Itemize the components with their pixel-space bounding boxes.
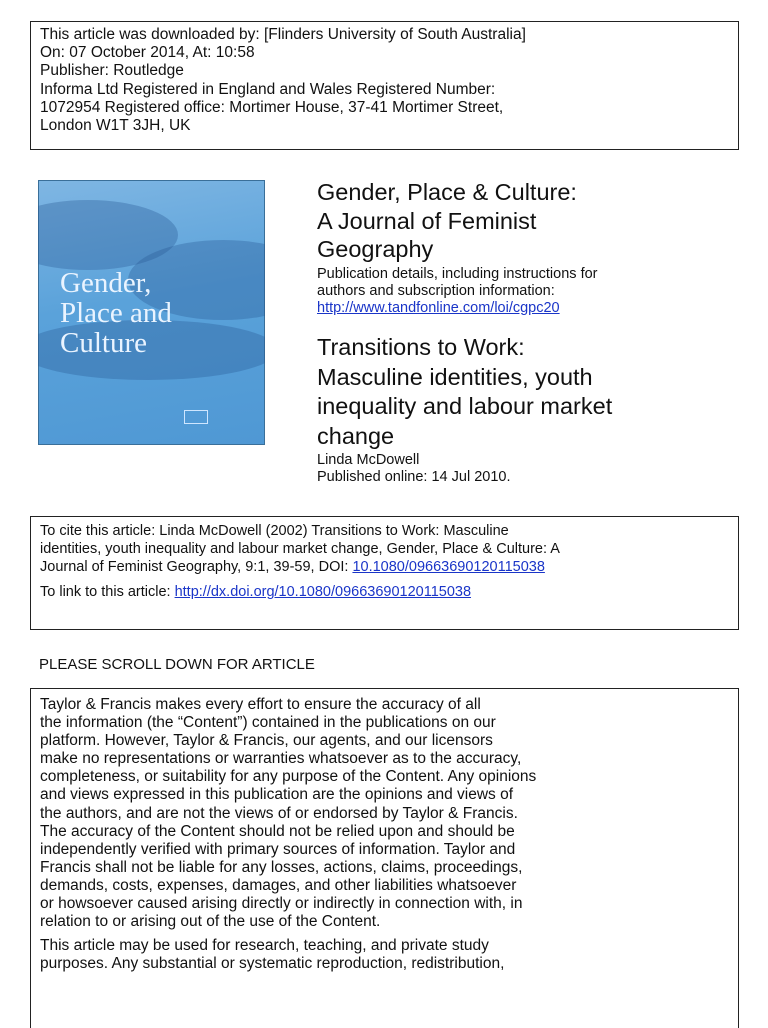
article-title-line: inequality and labour market	[317, 393, 613, 420]
citation-text: Journal of Feminist Geography, 9:1, 39-59, DOI:	[40, 559, 353, 575]
publication-details-line: Publication details, including instructions for	[317, 266, 598, 282]
disclaimer-paragraph	[40, 696, 738, 931]
article-url-link[interactable]: http://dx.doi.org/10.1080/09663690120115038	[174, 584, 472, 600]
citation-box	[30, 516, 739, 630]
article-link-row	[40, 583, 738, 601]
disclaimer-line: demands, costs, expenses, damages, and other liabilities whatsoever	[40, 876, 517, 894]
disclaimer-line: Francis shall not be liable for any losses, actions, claims, proceedings,	[40, 858, 523, 876]
download-notice-line: 1072954 Registered office: Mortimer House, 37-41 Mortimer Street,	[40, 98, 504, 116]
download-notice-line: This article was downloaded by: [Flinders University of South Australia]	[40, 26, 526, 43]
download-notice-line: London W1T 3JH, UK	[40, 117, 191, 135]
cover-title-line: Place and	[60, 297, 172, 329]
article-title-line: Transitions to Work:	[317, 334, 525, 360]
disclaimer-line: the information (the “Content”) contained in the publications on our	[40, 714, 496, 732]
journal-cover-image	[38, 180, 265, 445]
citation-line: identities, youth inequality and labour market change, Gender, Place & Culture: A	[40, 541, 560, 557]
journal-title-line: Geography	[317, 236, 434, 262]
disclaimer-line: This article may be used for research, teaching, and private study	[40, 937, 489, 955]
journal-title-line: Gender, Place & Culture:	[317, 179, 577, 205]
author-name: Linda McDowell	[317, 452, 420, 468]
author-block	[317, 452, 510, 486]
disclaimer-line: relation to or arising out of the use of the Content.	[40, 913, 381, 931]
disclaimer-line: the authors, and are not the views of or endorsed by Taylor & Francis.	[40, 804, 518, 822]
citation-line	[40, 558, 738, 576]
disclaimer-line: platform. However, Taylor & Francis, our agents, and our licensors	[40, 732, 493, 750]
disclaimer-box	[30, 688, 739, 1028]
disclaimer-line: and views expressed in this publication are the opinions and views of	[40, 786, 514, 804]
download-notice-line: On: 07 October 2014, At: 10:58	[40, 44, 255, 62]
scroll-notice: PLEASE SCROLL DOWN FOR ARTICLE	[39, 656, 315, 673]
doi-link[interactable]: 10.1080/09663690120115038	[352, 559, 545, 575]
cover-title	[60, 268, 172, 358]
article-title	[317, 333, 612, 451]
disclaimer-paragraph	[40, 937, 738, 973]
disclaimer-line: or howsoever caused arising directly or indirectly in connection with, in	[40, 895, 523, 913]
published-date: Published online: 14 Jul 2010.	[317, 469, 511, 485]
disclaimer-line: make no representations or warranties whatsoever as to the accuracy,	[40, 750, 522, 768]
journal-title	[317, 178, 577, 264]
publication-details-line: authors and subscription information:	[317, 282, 555, 299]
publication-details	[317, 266, 597, 316]
disclaimer-line: completeness, or suitability for any purpose of the Content. Any opinions	[40, 768, 537, 786]
download-notice-line: Publisher: Routledge	[40, 62, 184, 80]
cover-title-line: Gender,	[60, 267, 152, 299]
disclaimer-line: Taylor & Francis makes every effort to ensure the accuracy of all	[40, 696, 481, 713]
cover-title-line: Culture	[60, 327, 147, 359]
journal-url-link[interactable]: http://www.tandfonline.com/loi/cgpc20	[317, 299, 560, 316]
article-title-line: Masculine identities, youth	[317, 363, 593, 390]
download-notice-box	[30, 21, 739, 150]
disclaimer-line: purposes. Any substantial or systematic reproduction, redistribution,	[40, 955, 505, 973]
download-notice-line: Informa Ltd Registered in England and Wales Registered Number:	[40, 80, 496, 98]
article-title-line: change	[317, 422, 395, 449]
disclaimer-line: independently verified with primary sources of information. Taylor and	[40, 840, 516, 858]
journal-title-line: A Journal of Feminist	[317, 207, 537, 234]
disclaimer-line: The accuracy of the Content should not be relied upon and should be	[40, 822, 515, 840]
publisher-logo-icon	[184, 410, 208, 424]
link-label: To link to this article:	[40, 584, 175, 600]
citation-line: To cite this article: Linda McDowell (2002) Transitions to Work: Masculine	[40, 523, 509, 539]
